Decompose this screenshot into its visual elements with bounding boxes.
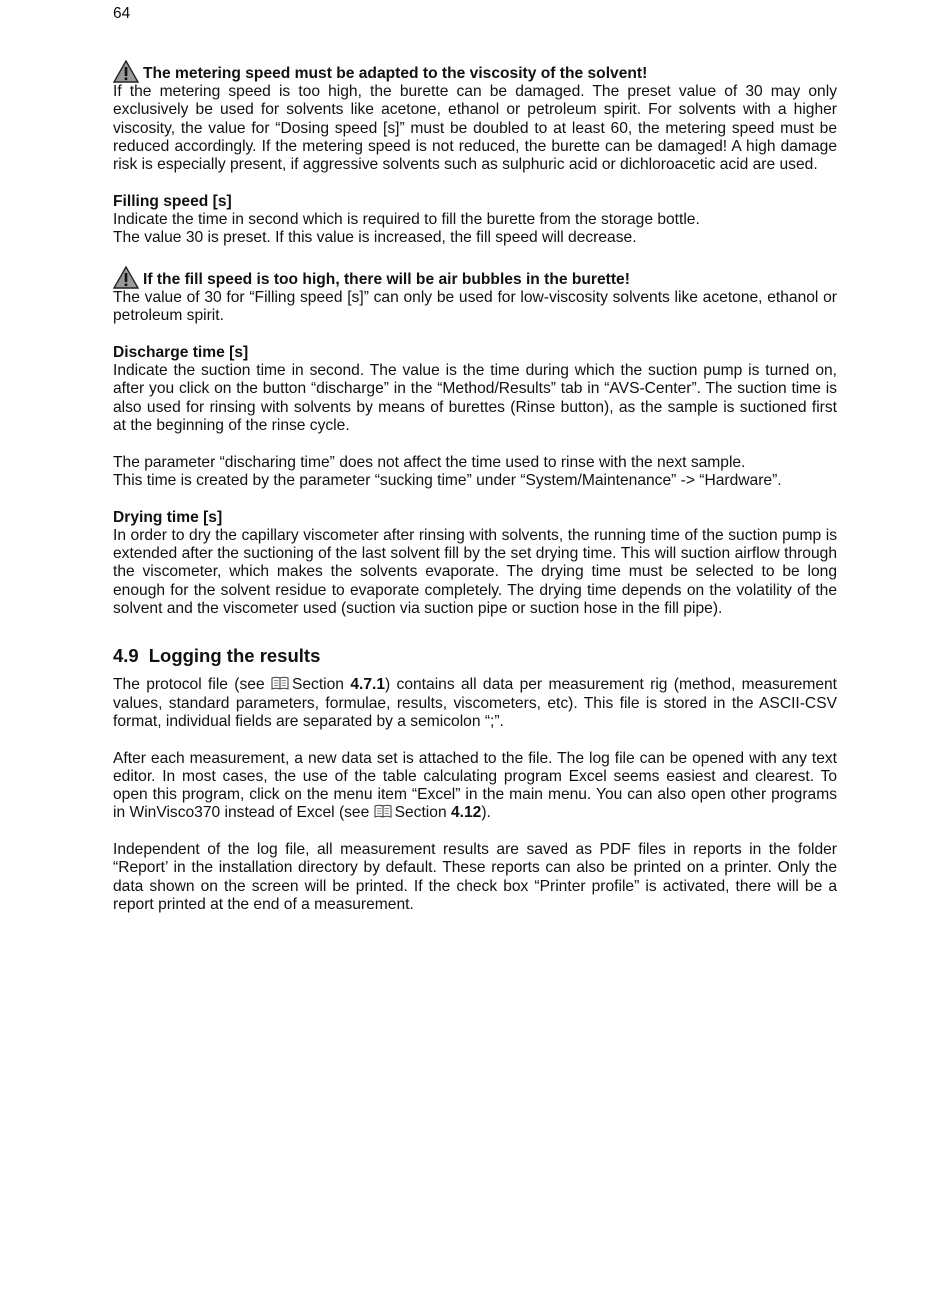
drying-time-heading: Drying time [s] — [113, 508, 223, 526]
paragraph-text: After each measurement, a new data set is attached to the file. The log file can be opened with any text editor. In most cases, the use of the table calculating program Excel seems easiest and clearest. To open this program, click on the menu item “Excel” in the main menu. You can also open other programs in WinVisco370 instead of Excel (see — [113, 749, 837, 822]
reference-label: Section — [291, 676, 351, 694]
metering-speed-warning-text: If the metering speed is too high, the burette can be damaged. The preset value of 30 may only exclusively be used for solvents like acetone, ethanol or petroleum spirit. For solvents with a higher viscosity, the value for “Dosing speed [s]” must be doubled to at least 60, the metering speed must be reduced accordingly. If the metering speed is not reduced, the burette can be damaged! A high damage risk is especially present, if aggressive solvents such as sulphuric acid or dichloroacetic acid are used. — [113, 83, 837, 174]
reference-label: Section — [394, 804, 451, 822]
warning-triangle-icon — [113, 266, 139, 289]
paragraph-text: The protocol file (see — [113, 676, 271, 694]
logging-paragraph-3: Independent of the log file, all measurement results are saved as PDF files in reports in the folder “Report’ in the installation directory by default. These reports can also be printed on a printer. Only the data shown on the screen will be printed. If the check box “Printer profile” is activated, there will be a report printed at the end of a measurement. — [113, 840, 837, 913]
filling-speed-line2: The value 30 is preset. If this value is increased, the fill speed will decrease. — [113, 229, 637, 247]
page-content — [113, 60, 837, 914]
fill-speed-warning-title — [113, 266, 837, 289]
discharge-time-note2: This time is created by the parameter “sucking time” under “System/Maintenance” -> “Hardware”. — [113, 471, 782, 489]
page-number: 64 — [113, 5, 131, 22]
logging-paragraph-1 — [113, 676, 837, 731]
section-title: Logging the results — [148, 645, 321, 667]
drying-time-text: In order to dry the capillary viscometer after rinsing with solvents, the running time of the suction pump is extended after the suctioning of the last solvent fill by the set drying time. This will suction airflow through the viscometer, which makes the solvents evaporate. The drying time must be selected to be long enough for the solvent residue to evaporate completely. The drying time depends on the volatility of the solvent and the viscometer used (suction via suction pipe or suction hose in the fill pipe). — [113, 526, 837, 618]
fill-speed-warning-text: The value of 30 for “Filling speed [s]” can only be used for low-viscosity solvents like acetone, ethanol or petroleum spirit. — [113, 288, 837, 325]
spacer — [113, 731, 837, 749]
paragraph-text: ). — [481, 804, 491, 822]
reference-number: 4.12 — [450, 804, 482, 822]
spacer — [113, 248, 837, 266]
section-number: 4.9 — [113, 645, 139, 667]
spacer — [113, 174, 837, 192]
discharge-time-note1: The parameter “discharing time” does not affect the time used to rinse with the next sample. — [113, 453, 746, 471]
paragraph-text: ) contains all data per measurement rig (method, measurement values, standard parameters, formulae, results, viscometers, etc). This file is stored in the ASCII-CSV format, individual fields are separated by a semicolon “;”. — [113, 676, 837, 730]
filling-speed-heading: Filling speed [s] — [113, 192, 232, 210]
spacer — [113, 326, 837, 344]
logging-paragraph-2 — [113, 750, 837, 823]
warning-triangle-icon — [113, 60, 139, 83]
spacer — [113, 823, 837, 841]
discharge-time-text: Indicate the suction time in second. The value is the time during which the suction pump is turned on, after you click on the button “discharge” in the “Method/Results” tab in “AVS-Center”. The suction time is also used for rinsing with solvents by means of burettes (Rinse button), as the sample is suctioned first at the beginning of the rinse cycle. — [113, 362, 837, 435]
spacer — [113, 490, 837, 508]
book-reference-icon — [271, 676, 289, 690]
metering-speed-warning-title — [113, 60, 837, 83]
reference-number: 4.7.1 — [350, 676, 386, 694]
warning-title-text: The metering speed must be adapted to the viscosity of the solvent! — [143, 64, 648, 82]
filling-speed-line1: Indicate the time in second which is required to fill the burette from the storage bottle. — [113, 211, 700, 229]
warning-title-text: If the fill speed is too high, there will be air bubbles in the burette! — [143, 270, 630, 288]
spacer — [113, 435, 837, 453]
section-heading — [113, 645, 837, 667]
book-reference-icon — [374, 804, 392, 818]
discharge-time-heading: Discharge time [s] — [113, 343, 249, 361]
